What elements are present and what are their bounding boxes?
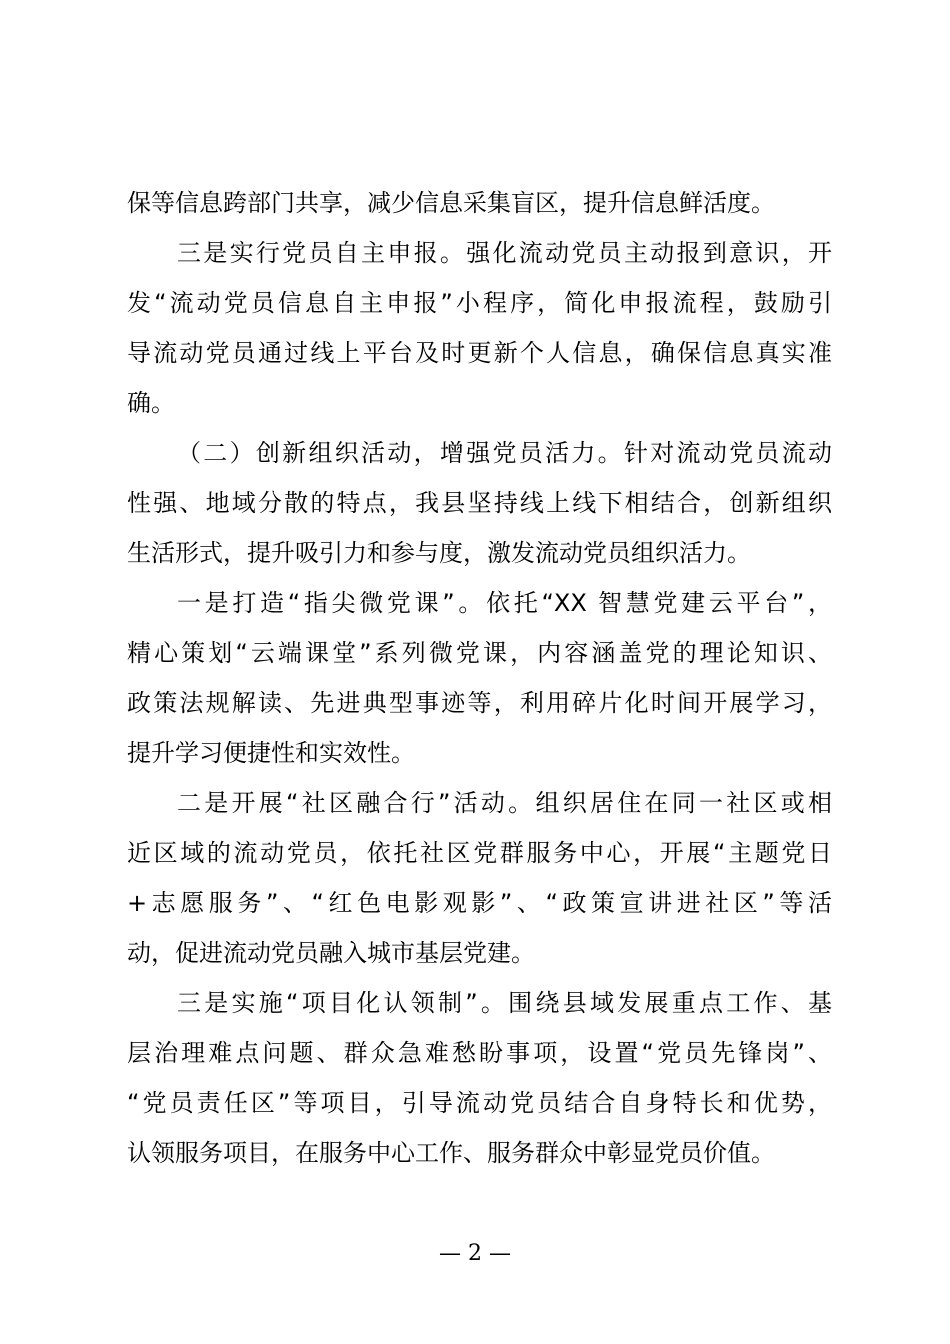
text-line: 政策法规解读、先进典型事迹等，利用碎片化时间开展学习， — [127, 689, 832, 717]
text-line: 近区域的流动党员，依托社区党群服务中心，开展“主题党日 — [127, 839, 832, 867]
page-number: — 2 — — [439, 1241, 511, 1266]
text-line: 确。 — [127, 389, 175, 417]
text-line: 层治理难点问题、群众急难愁盼事项，设置“党员先锋岗”、 — [127, 1039, 832, 1067]
text-line: 动，促进流动党员融入城市基层党建。 — [127, 939, 535, 967]
text-line: 认领服务项目，在服务中心工作、服务群众中彰显党员价值。 — [127, 1139, 775, 1167]
text-line: （二）创新组织活动，增强党员活力。针对流动党员流动 — [177, 439, 832, 467]
document-body — [127, 178, 832, 1178]
text-line: 性强、地域分散的特点，我县坚持线上线下相结合，创新组织 — [127, 489, 832, 517]
text-line: 一是打造“指尖微党课”。依托“XX 智慧党建云平台”， — [177, 589, 832, 617]
text-line: 二是开展“社区融合行”活动。组织居住在同一社区或相 — [177, 789, 832, 817]
text-line: 生活形式，提升吸引力和参与度，激发流动党员组织活力。 — [127, 539, 751, 567]
text-line: 发“流动党员信息自主申报”小程序，简化申报流程，鼓励引 — [127, 289, 832, 317]
text-line: 三是实行党员自主申报。强化流动党员主动报到意识，开 — [177, 239, 832, 267]
text-line: 保等信息跨部门共享，减少信息采集盲区，提升信息鲜活度。 — [127, 189, 775, 217]
text-line: 提升学习便捷性和实效性。 — [127, 739, 415, 767]
text-line: 导流动党员通过线上平台及时更新个人信息，确保信息真实准 — [127, 339, 832, 367]
text-line: 三是实施“项目化认领制”。围绕县域发展重点工作、基 — [177, 989, 832, 1017]
text-line: 精心策划“云端课堂”系列微党课，内容涵盖党的理论知识、 — [127, 639, 832, 667]
text-line: +志愿服务”、“红色电影观影”、“政策宣讲进社区”等活 — [127, 889, 832, 917]
text-line: “党员责任区”等项目，引导流动党员结合自身特长和优势， — [127, 1089, 832, 1117]
